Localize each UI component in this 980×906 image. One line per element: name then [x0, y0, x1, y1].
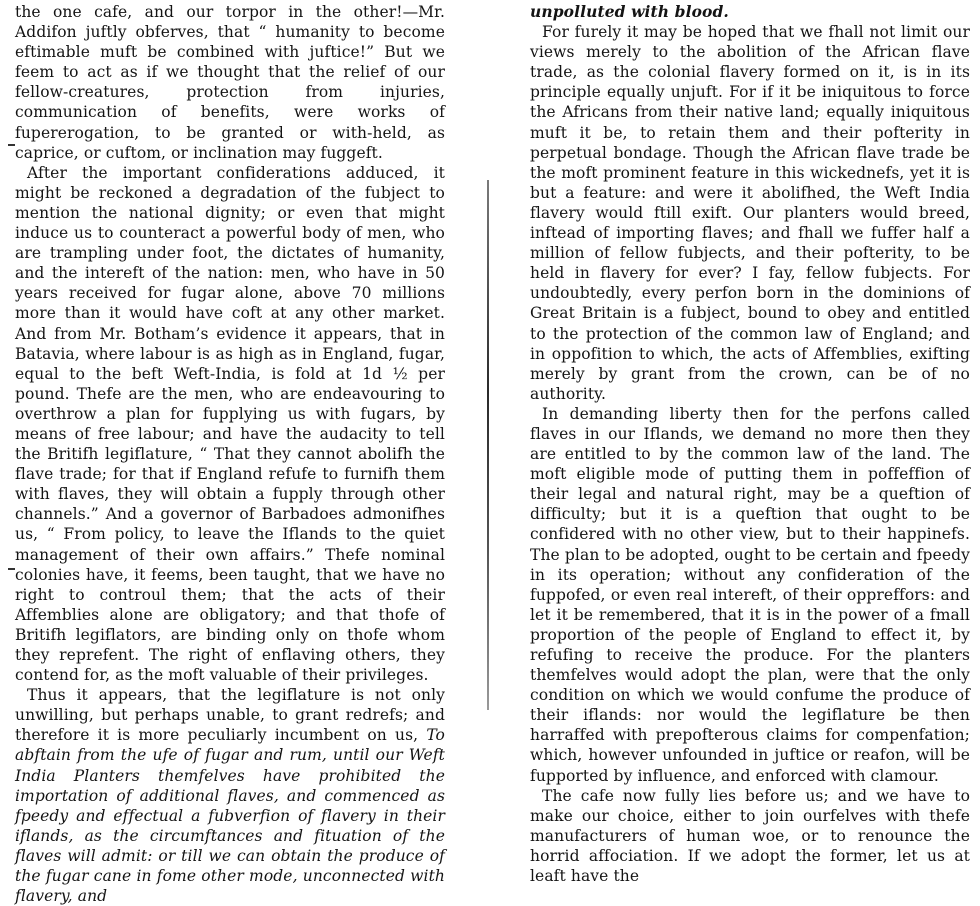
- right-text-column: [530, 2, 970, 886]
- paragraph-considerations: After the important confiderations adduced, it might be reckoned a degradation of the fubject to mention the national dignity; or even that might induce us to counteract a powerful body of men, who are trampling under foot, the dictates of humanity, and the intereft of the nation: men, who have in 50 years received for fugar alone, above 70 millions more than it would have coft at any other market. And from Mr. Botham’s evidence it appears, that in Batavia, where labour is as high as in England, fugar, equal to the beft Weft-India, is fold at 1d ½ per pound. Thefe are the men, who are endeavouring to overthrow a plan for fupplying us with fugars, by means of free labour; and have the audacity to tell the Britifh legiflature, “ That they cannot abolifh the flave trade; for that if England refufe to furnifh them with flaves, they will obtain a fupply through other channels.” And a governor of Barbadoes admonifhes us, “ From policy, to leave the Iflands to the quiet management of their own affairs.” Thefe nominal colonies have, it feems, been taught, that we have no right to controul them; that the acts of their Affemblies alone are obligatory; and that thofe of Britifh legiflators, are binding only on thofe whom they reprefent. The right of enflaving others, they contend for, as the moft valuable of their privileges.: [15, 163, 445, 685]
- margin-mark: [8, 144, 15, 146]
- abstain-italic-resolution: To abftain from the ufe of fugar and rum, until our Weft India Planters themfelves have prohibited the importation of additional flaves, and commenced as fpeedy and effectual a fubverfion of flavery in their iflands, as the circumftances and fituation of the flaves will admit: or till we can obtain the produce of the fugar cane in fome other mode, unconnected with flavery, and: [15, 726, 445, 906]
- margin-mark: [8, 568, 15, 570]
- gutter-binding-line: [487, 180, 489, 710]
- paragraph-heading-fragment: unpolluted with blood.: [530, 2, 729, 21]
- abstain-lead-text: Thus it appears, that the legiflature is not only unwilling, but perhaps unable, to grant redrefs; and therefore it is more peculiarly incumbent on us,: [15, 686, 445, 745]
- right-page: [490, 0, 980, 886]
- paragraph-continuation: the one cafe, and our torpor in the other!—Mr. Addifon juftly obferves, that “ humanity to become eftimable muft be combined with juftice!” But we feem to act as if we thought that the relief of our fellow-creatures, protection from injuries, communication of benefits, were works of fupererogation, to be granted or with-held, as caprice, or cuftom, or inclination may fuggeft.: [15, 3, 445, 162]
- paragraph-demanding-liberty: In demanding liberty then for the perfons called flaves in our Iflands, we demand no more then they are entitled to by the common law of the land. The moft eligible mode of putting them in poffeffion of their legal and natural right, may be a queftion of difficulty; but it is a queftion that ought to be confidered with no other view, but to their happinefs. The plan to be adopted, ought to be certain and fpeedy in its operation; without any confideration of the fuppofed, or even real intereft, of their oppreffors: and let it be remembered, that it is in the power of a fmall proportion of the people of England to effect it, by refufing to receive the produce. For the planters themfelves would adopt the plan, were that the only condition on which we would confume the produce of their iflands: nor would the legiflature be then harraffed with prepofterous claims for compenfation; which, however unfounded in juftice or reafon, will be fupported by influence, and enforced with clamour.: [530, 404, 970, 785]
- paragraph-abstain: [15, 685, 445, 906]
- left-text-column: [15, 2, 445, 906]
- paragraph-colonial-slavery: For furely it may be hoped that we fhall not limit our views merely to the abolition of the African flave trade, as the colonial flavery formed on it, is in its principle equally unjuft. For if it be iniquitous to force the Africans from their native land; equally iniquitous muft it be, to retain them and their pofterity in perpetual bondage. Though the African flave trade be the moft prominent feature in this wickednefs, yet it is but a feature: and were it abolifhed, the Weft India flavery would ftill exift. Our planters would breed, inftead of importing flaves; and fhall we fuffer half a million of fellow fubjects, and their pofterity, to be held in flavery for ever? I fay, fellow fubjects. For undoubtedly, every perfon born in the dominions of Great Britain is a fubject, bound to obey and entitled to the protection of the common law of England; and in oppofition to which, the acts of Affemblies, exifting merely by grant from the crown, can be of no authority.: [530, 23, 970, 403]
- paragraph-choice: The cafe now fully lies before us; and we have to make our choice, either to join ourfelves with thefe manufacturers of human woe, or to renounce the horrid affociation. If we adopt the former, let us at leaft have the: [530, 786, 970, 886]
